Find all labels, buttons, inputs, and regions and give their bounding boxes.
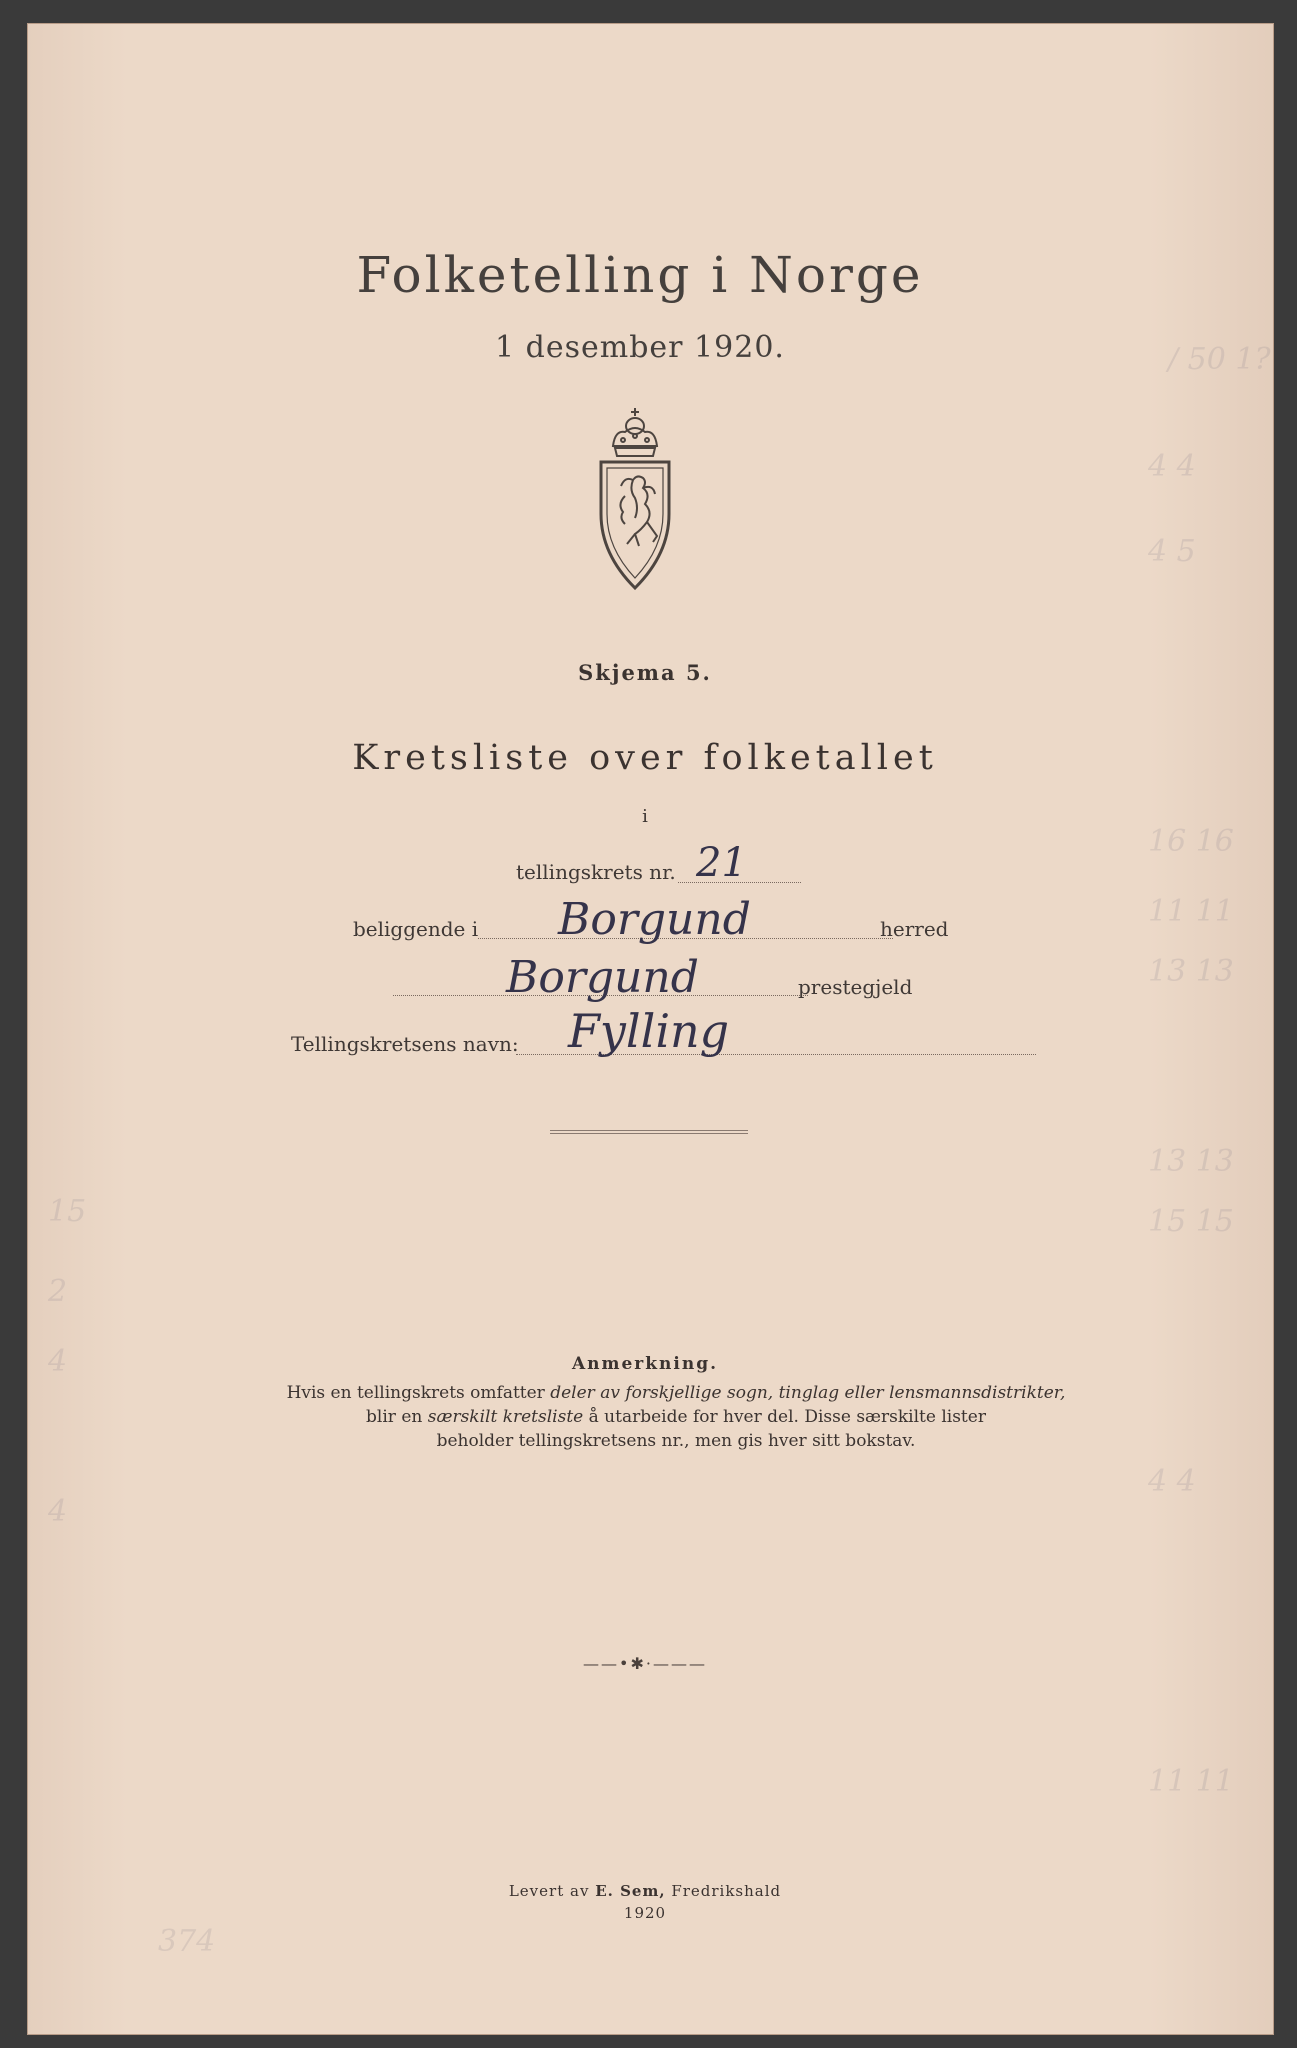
census-form-page (28, 24, 1273, 2034)
herred-label: herred (880, 917, 949, 941)
bleed-through-texture: / 50 1? 4 4 4 5 16 16 11 11 13 13 13 13 15 15 4 4 11 11 15 2 4 4 374 (48, 342, 1271, 1959)
printer-credit (0, 1882, 1290, 1900)
remark-line-1 (256, 1381, 1096, 1405)
district-name-label: Tellingskretsens navn: (291, 1032, 519, 1056)
remark-line-1-italic: deler av forskjellige sogn, tinglag eller lensmannsdistrikter, (550, 1383, 1066, 1403)
located-in-value: Borgund (558, 894, 751, 945)
print-year: 1920 (623, 1904, 667, 1922)
remark-line-2-italic: særskilt kretsliste (427, 1407, 584, 1427)
remark-text (256, 1381, 1096, 1453)
district-name-value: Fylling (568, 1004, 730, 1058)
remark-line-1-text: Hvis en tellingskrets omfatter (286, 1383, 551, 1403)
remark-line-3: beholder tellingskretsens nr., men gis hver sitt bokstav. (436, 1431, 916, 1451)
parish-label: prestegjeld (798, 975, 913, 999)
parish-value: Borgund (506, 952, 699, 1003)
district-number-label: tellingskrets nr. (516, 860, 676, 884)
census-date: 1 desember 1920. (495, 330, 785, 365)
schema-number: Skjema 5. (578, 660, 712, 685)
printer-credit-prefix: Levert av (508, 1882, 596, 1900)
printer-name: E. Sem, (595, 1882, 666, 1900)
remark-line-2-text: blir en (366, 1407, 428, 1427)
district-number-value: 21 (696, 840, 747, 886)
printer-location: Fredrikshald (665, 1882, 782, 1900)
connector-word: i (642, 806, 648, 827)
located-in-label: beliggende i (353, 917, 479, 941)
ornament-divider: ——•✱·——— (583, 1654, 707, 1673)
page-title: Folketelling i Norge (356, 246, 924, 304)
remark-line-2 (256, 1405, 1096, 1429)
remark-line-2-rest: å utarbeide for hver del. Disse særskilte lister (583, 1407, 986, 1427)
remark-heading: Anmerkning. (571, 1354, 719, 1374)
coat-of-arms-icon (595, 404, 675, 594)
form-heading: Kretsliste over folketallet (352, 738, 938, 778)
divider-rule (550, 1130, 748, 1134)
